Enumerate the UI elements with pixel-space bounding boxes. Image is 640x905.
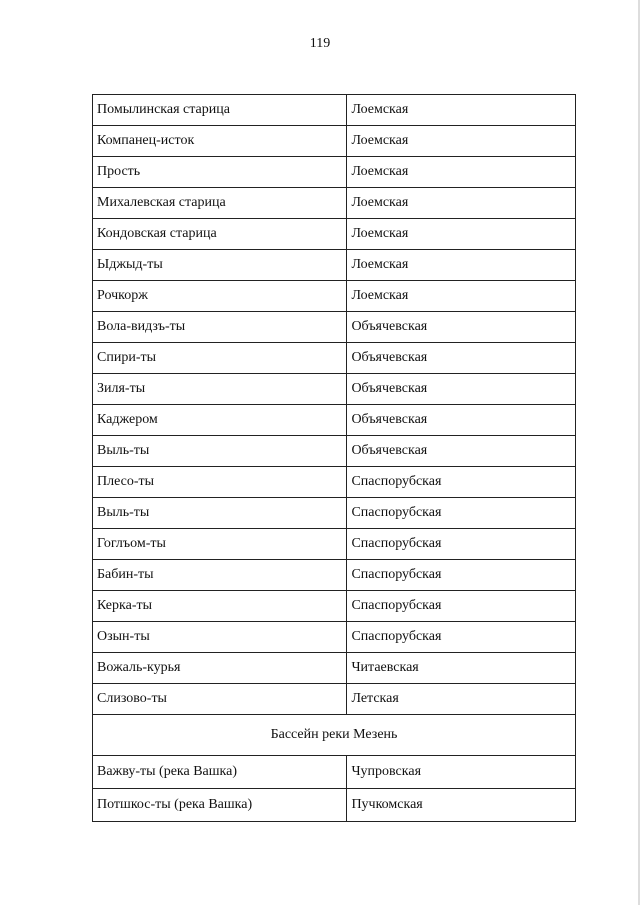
table-row: [93, 529, 576, 560]
district-cell: Объячевская: [347, 312, 576, 343]
district-cell: Объячевская: [347, 405, 576, 436]
table-row: [93, 653, 576, 684]
district-cell: Лоемская: [347, 219, 576, 250]
district-cell: Лоемская: [347, 126, 576, 157]
district-cell: Спаспорубская: [347, 560, 576, 591]
district-cell: Объячевская: [347, 374, 576, 405]
river-name-cell: Важву-ты (река Вашка): [93, 756, 347, 789]
river-name-cell: Выль-ты: [93, 498, 347, 529]
table-row: [93, 789, 576, 822]
river-name-cell: Кондовская старица: [93, 219, 347, 250]
river-name-cell: Потшкос-ты (река Вашка): [93, 789, 347, 822]
river-name-cell: Компанец-исток: [93, 126, 347, 157]
table-row: [93, 157, 576, 188]
table-row: [93, 250, 576, 281]
district-cell: Читаевская: [347, 653, 576, 684]
table-row: [93, 281, 576, 312]
table-row: [93, 343, 576, 374]
rivers-table: [92, 94, 576, 822]
river-name-cell: Керка-ты: [93, 591, 347, 622]
table-row: [93, 436, 576, 467]
table-row: [93, 188, 576, 219]
table-row: [93, 622, 576, 653]
river-name-cell: Бабин-ты: [93, 560, 347, 591]
district-cell: Спаспорубская: [347, 467, 576, 498]
district-cell: Лоемская: [347, 281, 576, 312]
district-cell: Спаспорубская: [347, 622, 576, 653]
river-name-cell: Спири-ты: [93, 343, 347, 374]
river-name-cell: Ыджыд-ты: [93, 250, 347, 281]
table-row: [93, 591, 576, 622]
section-heading-row: [93, 715, 576, 756]
district-cell: Объячевская: [347, 436, 576, 467]
river-name-cell: Плесо-ты: [93, 467, 347, 498]
table-row: [93, 560, 576, 591]
table-row: [93, 374, 576, 405]
table-row: [93, 756, 576, 789]
district-cell: Летская: [347, 684, 576, 715]
district-cell: Спаспорубская: [347, 498, 576, 529]
district-cell: Лоемская: [347, 157, 576, 188]
river-name-cell: Гоглъом-ты: [93, 529, 347, 560]
district-cell: Лоемская: [347, 250, 576, 281]
table-row: [93, 467, 576, 498]
table-row: [93, 684, 576, 715]
river-name-cell: Вола-видзъ-ты: [93, 312, 347, 343]
river-name-cell: Прость: [93, 157, 347, 188]
district-cell: Объячевская: [347, 343, 576, 374]
table-row: [93, 405, 576, 436]
table-row: [93, 126, 576, 157]
page-number: 119: [309, 36, 331, 51]
river-name-cell: Слизово-ты: [93, 684, 347, 715]
section-heading: Бассейн реки Мезень: [93, 715, 576, 756]
river-name-cell: Вожаль-курья: [93, 653, 347, 684]
table-row: [93, 498, 576, 529]
river-name-cell: Каджером: [93, 405, 347, 436]
table-row: [93, 312, 576, 343]
district-cell: Спаспорубская: [347, 529, 576, 560]
river-name-cell: Озын-ты: [93, 622, 347, 653]
district-cell: Лоемская: [347, 188, 576, 219]
table-row: [93, 95, 576, 126]
river-name-cell: Рочкорж: [93, 281, 347, 312]
river-name-cell: Зиля-ты: [93, 374, 347, 405]
district-cell: Спаспорубская: [347, 591, 576, 622]
river-name-cell: Выль-ты: [93, 436, 347, 467]
district-cell: Чупровская: [347, 756, 576, 789]
river-name-cell: Михалевская старица: [93, 188, 347, 219]
river-name-cell: Помылинская старица: [93, 95, 347, 126]
district-cell: Лоемская: [347, 95, 576, 126]
district-cell: Пучкомская: [347, 789, 576, 822]
table-row: [93, 219, 576, 250]
